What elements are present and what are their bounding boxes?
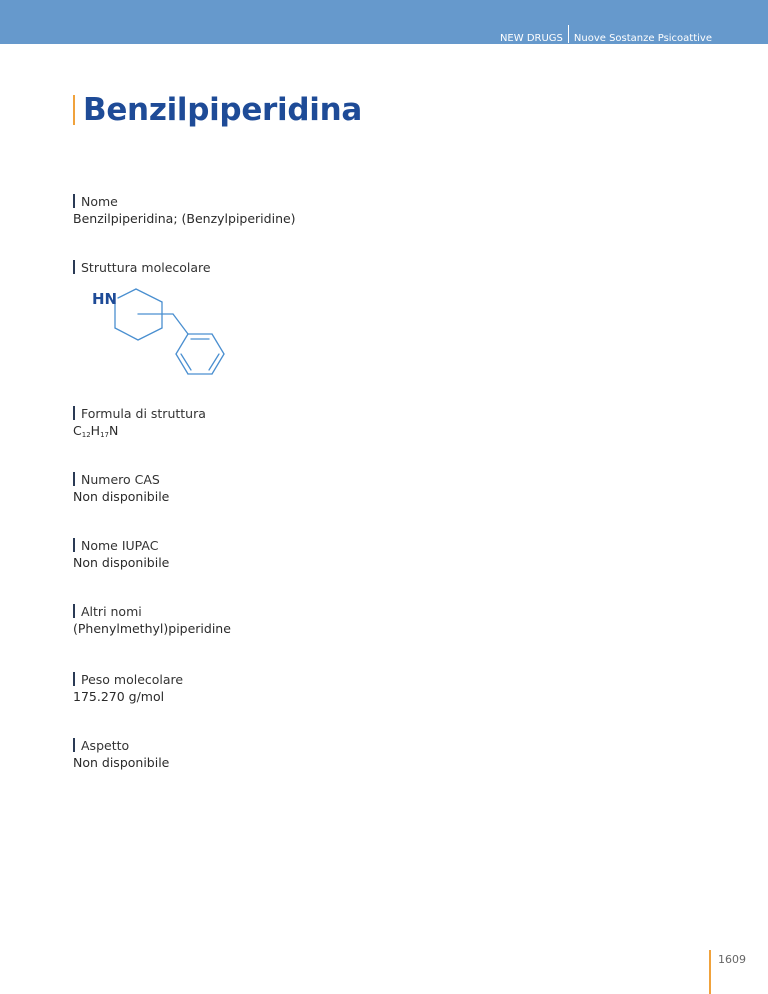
atom-label-hn: HN [92, 290, 118, 308]
molecular-structure [90, 284, 240, 384]
double-bond [181, 354, 191, 370]
bond [138, 328, 162, 340]
running-header [500, 29, 712, 47]
formula-h-subscript: 17 [100, 431, 109, 439]
formula-n: N [108, 423, 119, 438]
page-title-row [73, 92, 362, 128]
page-number-accent [709, 950, 711, 994]
formula-h: H [90, 423, 101, 438]
double-bond [209, 354, 219, 370]
field-struttura [73, 259, 211, 275]
field-aspetto [73, 737, 169, 770]
field-formula [73, 405, 206, 439]
field-label: Nome [81, 193, 118, 209]
bond [118, 289, 136, 298]
field-marker [73, 538, 75, 552]
field-label: Formula di struttura [81, 405, 206, 421]
molecular-formula [73, 423, 206, 439]
bond [176, 334, 188, 354]
field-label: Struttura molecolare [81, 259, 211, 275]
formula-c-subscript: 12 [81, 431, 91, 439]
field-marker [73, 604, 75, 618]
header-section: NEW DRUGS [499, 32, 563, 44]
bond [176, 354, 188, 374]
field-label: Peso molecolare [81, 671, 184, 687]
field-nome [73, 193, 296, 226]
bond [115, 328, 138, 340]
field-value: Non disponibile [73, 489, 170, 504]
header-divider [568, 25, 569, 43]
page-title: Benzilpiperidina [83, 92, 362, 128]
field-marker [73, 738, 75, 752]
field-value: 175.270 g/mol [73, 689, 165, 704]
title-accent-bar [73, 95, 75, 125]
page-number: 1609 [718, 953, 746, 966]
bond [173, 314, 188, 334]
field-label: Numero CAS [81, 471, 160, 487]
field-value: Benzilpiperidina; (Benzylpiperidine) [73, 211, 296, 226]
field-value: Non disponibile [73, 555, 170, 570]
field-label: Altri nomi [81, 603, 142, 619]
field-value: Non disponibile [73, 755, 170, 770]
field-value: (Phenylmethyl)piperidine [73, 621, 231, 636]
field-marker [73, 194, 75, 208]
field-marker [73, 472, 75, 486]
bond [136, 289, 162, 302]
field-peso [73, 671, 183, 704]
bond [212, 334, 224, 354]
field-label: Aspetto [81, 737, 130, 753]
formula-c: C [73, 423, 82, 438]
bond [212, 354, 224, 374]
field-marker [73, 672, 75, 686]
top-banner [0, 0, 768, 44]
header-subsection: Nuove Sostanze Psicoattive [573, 32, 712, 44]
field-marker [73, 406, 75, 420]
field-cas [73, 471, 169, 504]
field-altri-nomi [73, 603, 231, 636]
field-marker [73, 260, 75, 274]
field-label: Nome IUPAC [81, 537, 159, 553]
field-iupac [73, 537, 169, 570]
